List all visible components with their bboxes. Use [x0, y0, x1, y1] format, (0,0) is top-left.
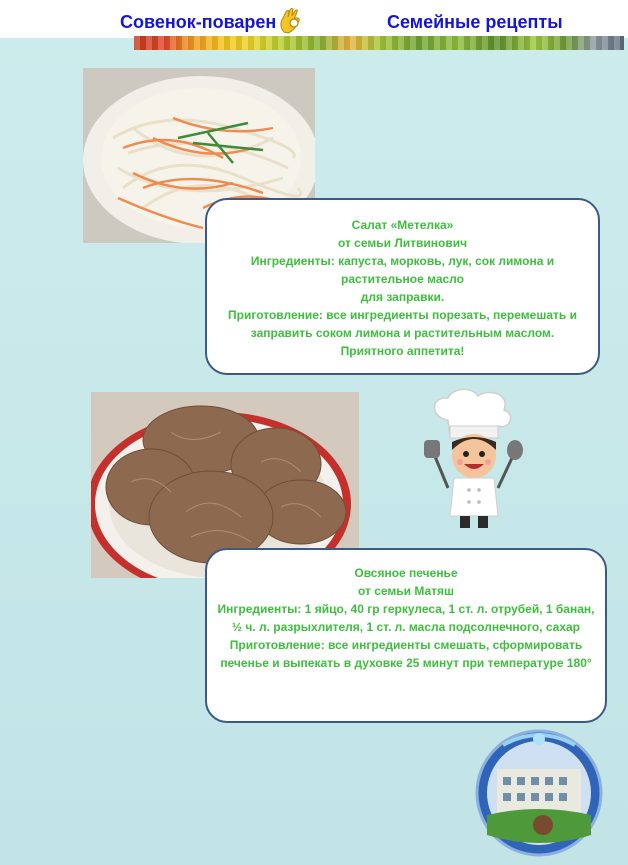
recipe-ingredients: Ингредиенты: 1 яйцо, 40 гр геркулеса, 1 ст. л. отрубей, 1 банан, ½ ч. л. разрыхлителя, 1 ст. л. масла подсолнечного, сахар: [217, 602, 595, 634]
recipe-card-salad: [205, 198, 600, 375]
recipe-preparation: Приготовление: все ингредиенты порезать, перемешать и заправить соком лимона и растительным маслом.: [228, 308, 577, 340]
recipe-closing: Приятного аппетита!: [340, 344, 465, 358]
recipe-family: от семьи Матяш: [357, 584, 455, 598]
fruit-banner-texture: [134, 36, 624, 50]
recipe-ingredients-tail: для заправки.: [360, 290, 445, 304]
page-title-right: Семейные рецепты: [387, 12, 563, 32]
recipe-ingredients: Ингредиенты: капуста, морковь, лук, сок лимона и растительное масло: [250, 254, 555, 286]
recipe-preparation: Приготовление: все ингредиенты смешать, сформировать печенье и выпекать в духовке 25 минут при температуре 180°: [220, 638, 592, 670]
ok-hand-icon: [278, 4, 304, 34]
recipe-family: от семьи Литвинович: [337, 236, 468, 250]
recipe-card-cookies: [205, 548, 607, 723]
page-title-left: Совенок-поварен: [120, 12, 277, 32]
chef-icon: [420, 388, 525, 533]
recipe-name: Овсяное печенье: [354, 566, 458, 580]
school-emblem-icon: [473, 725, 606, 857]
recipe-name: Салат «Метелка»: [351, 218, 454, 232]
